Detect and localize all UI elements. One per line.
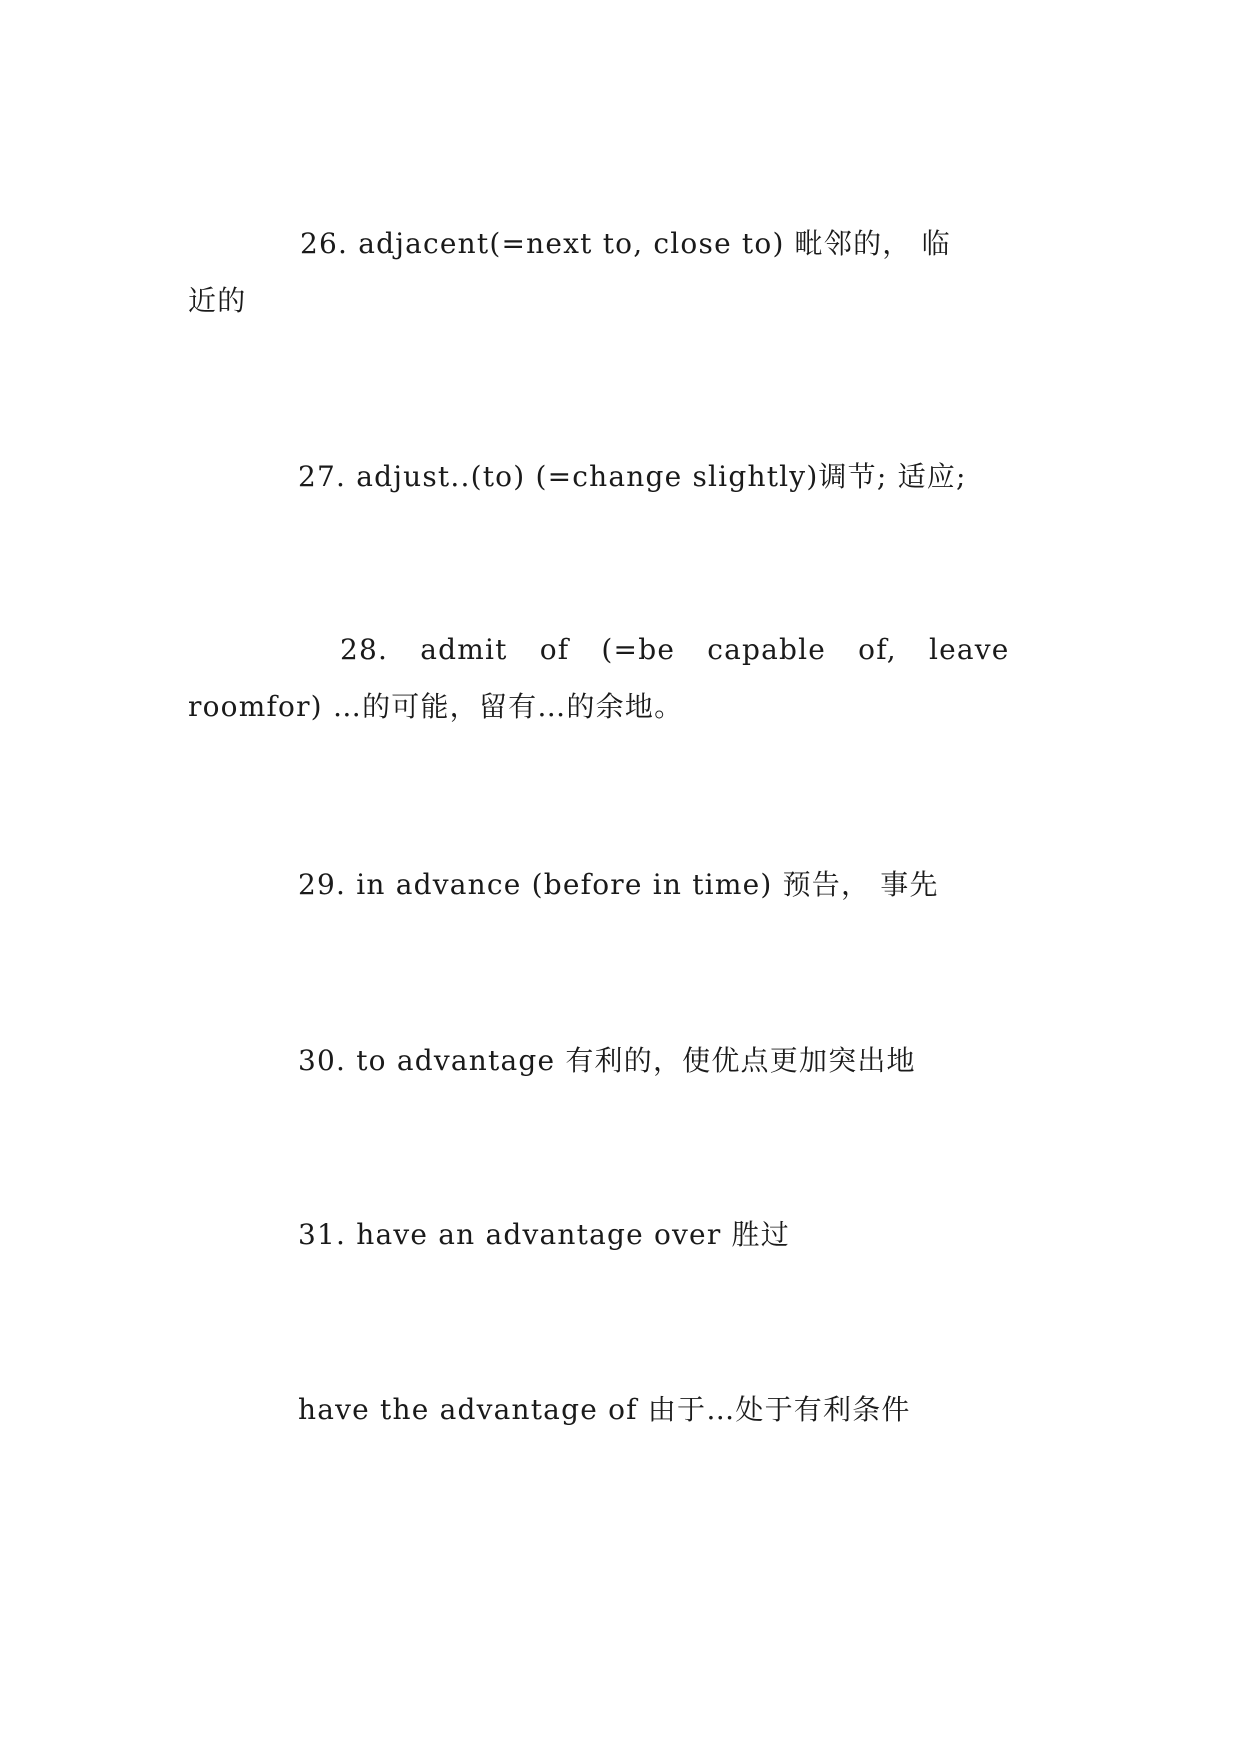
entry-26-line-1: 26. adjacent(=next to, close to) 毗邻的， 临 (300, 227, 951, 260)
entry-26-line-2: 近的 (188, 284, 247, 317)
entry-28-line-2: roomfor) …的可能，留有…的余地。 (188, 690, 684, 723)
entry-31b-line-1: have the advantage of 由于…处于有利条件 (298, 1393, 911, 1426)
entry-31-line-1: 31. have an advantage over 胜过 (298, 1218, 790, 1251)
entry-30-line-1: 30. to advantage 有利的，使优点更加突出地 (298, 1044, 916, 1077)
entry-27-line-1: 27. adjust..(to) (=change slightly)调节; 适应; (298, 460, 967, 493)
entry-29-line-1: 29. in advance (before in time) 预告， 事先 (298, 868, 939, 901)
entry-28-line-1: 28. admit of (=be capable of, leave (340, 633, 1010, 666)
